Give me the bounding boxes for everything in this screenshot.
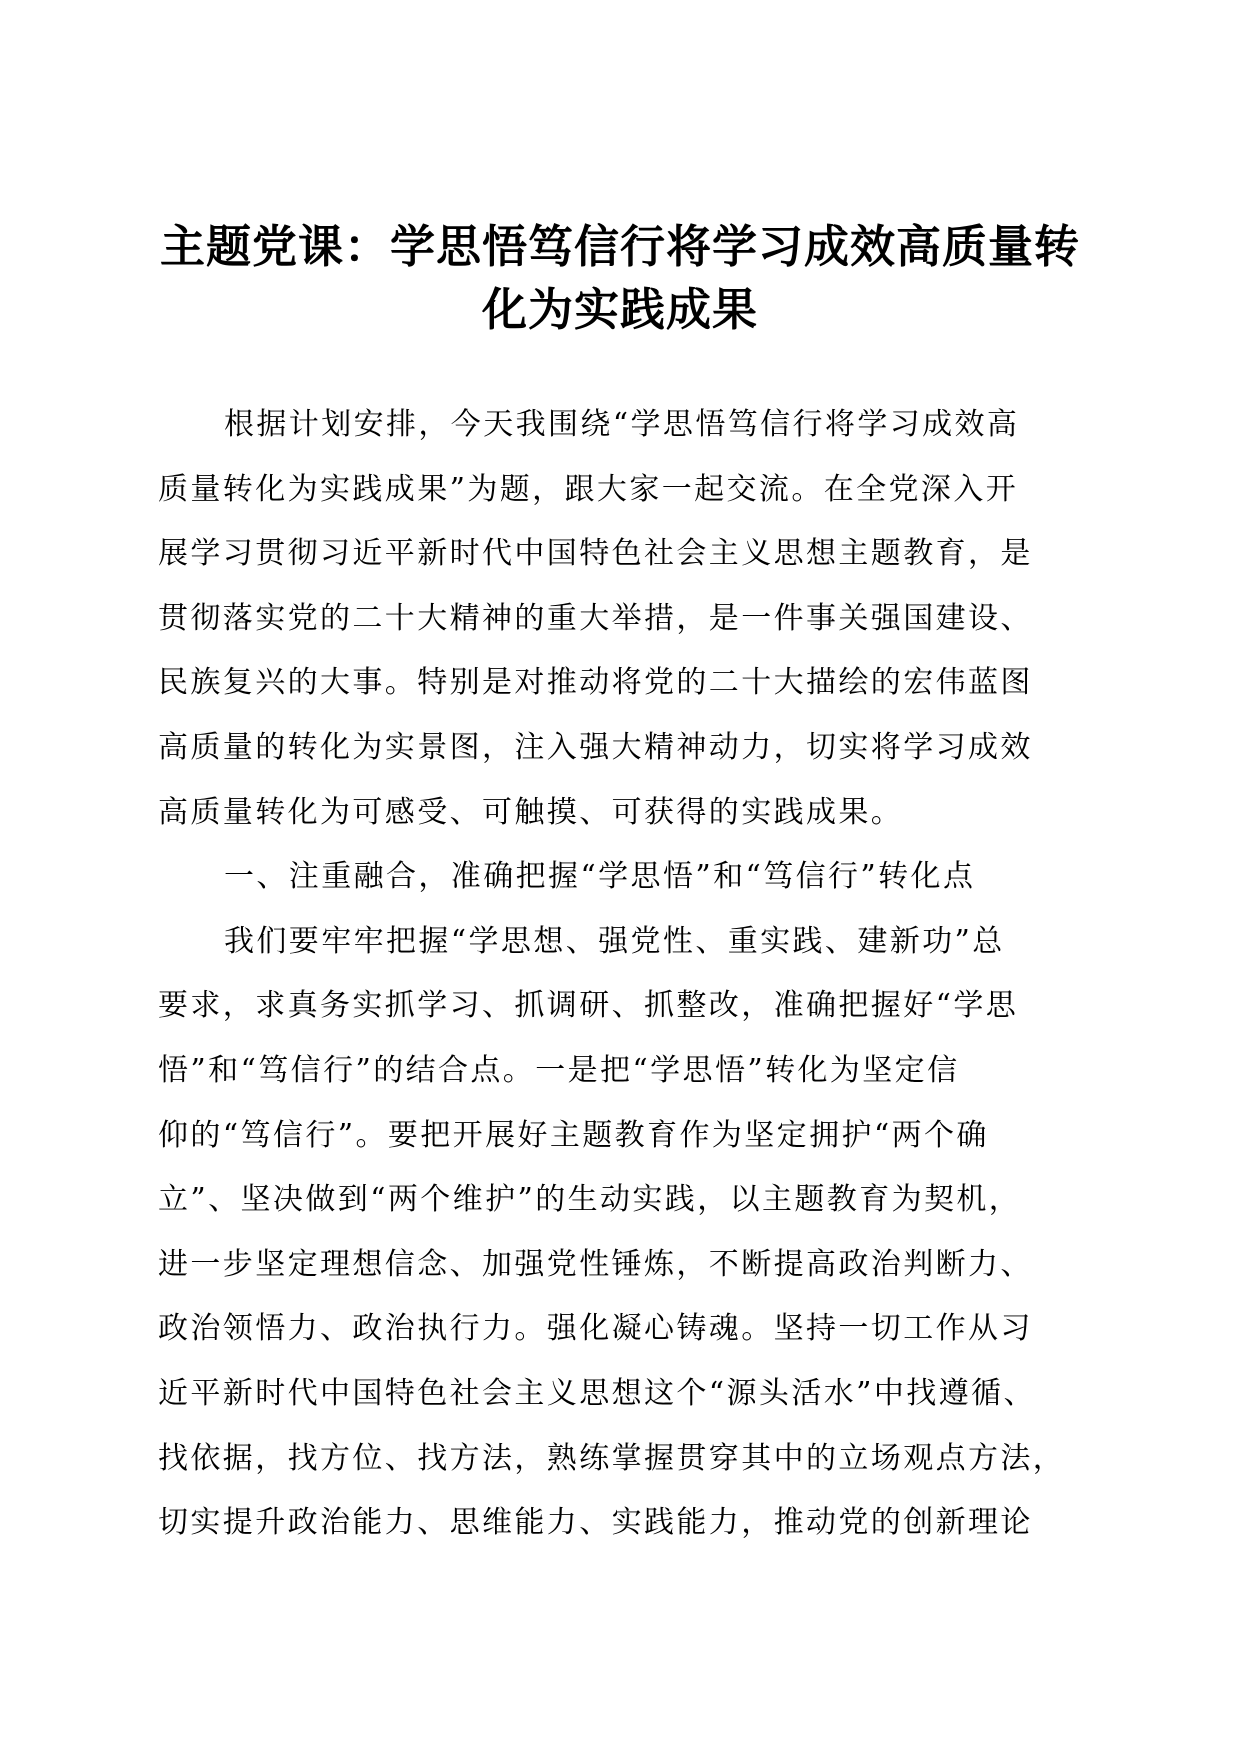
body-line: 找依据，找方位、找方法，熟练掌握贯穿其中的立场观点方法， [158, 1440, 1066, 1476]
body-line: 根据计划安排，今天我围绕“学思悟笃信行将学习成效高 [224, 407, 1020, 442]
section-heading-1: 一、注重融合，准确把握“学思悟”和“笃信行”转化点 [224, 859, 976, 895]
body-line: 高质量的转化为实景图，注入强大精神动力，切实将学习成效 [158, 729, 1033, 765]
body-line: 高质量转化为可感受、可触摸、可获得的实践成果。 [158, 794, 904, 830]
body-line: 质量转化为实践成果”为题，跟大家一起交流。在全党深入开 [158, 471, 1019, 507]
body-line: 我们要牢牢把握“学思想、强党性、重实践、建新功”总 [224, 923, 1005, 959]
body-line: 切实提升政治能力、思维能力、实践能力，推动党的创新理论 [158, 1505, 1033, 1541]
body-line: 展学习贯彻习近平新时代中国特色社会主义思想主题教育，是 [158, 536, 1033, 572]
body-line: 仰的“笃信行”。要把开展好主题教育作为坚定拥护“两个确 [158, 1117, 989, 1153]
body-line: 贯彻落实党的二十大精神的重大举措，是一件事关强国建设、 [158, 600, 1033, 636]
body-line: 近平新时代中国特色社会主义思想这个“源头活水”中找遵循、 [158, 1375, 1036, 1411]
body-line: 立”、坚决做到“两个维护”的生动实践，以主题教育为契机， [158, 1182, 1022, 1218]
document-title [120, 215, 1120, 341]
body-line: 要求，求真务实抓学习、抓调研、抓整改，准确把握好“学思 [158, 988, 1019, 1024]
body-line: 民族复兴的大事。特别是对推动将党的二十大描绘的宏伟蓝图 [158, 665, 1033, 701]
body-line: 政治领悟力、政治执行力。强化凝心铸魂。坚持一切工作从习 [158, 1311, 1033, 1347]
title-line-2: 化为实践成果 [481, 283, 758, 336]
document-body [158, 393, 1088, 1556]
body-line: 悟”和“笃信行”的结合点。一是把“学思悟”转化为坚定信 [158, 1052, 960, 1088]
title-line-1: 主题党课：学思悟笃信行将学习成效高质量转 [159, 220, 1080, 273]
body-line: 进一步坚定理想信念、加强党性锤炼，不断提高政治判断力、 [158, 1246, 1033, 1282]
